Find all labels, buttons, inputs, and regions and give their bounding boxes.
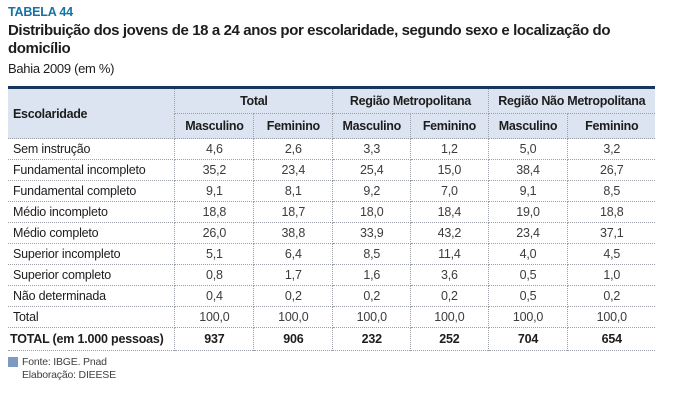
table-cell: 100,0 [175, 307, 254, 328]
data-table [8, 86, 655, 351]
table-cell: 3,6 [411, 265, 488, 286]
table-cell: 7,0 [411, 181, 488, 202]
column-header-masculino-total: Masculino [175, 114, 254, 139]
row-label: Total [8, 307, 175, 328]
group-header-total: Total [175, 88, 333, 114]
table-cell: 5,0 [488, 139, 568, 160]
source-text: Fonte: IBGE. Pnad [22, 356, 107, 368]
column-header-feminino-rnm: Feminino [568, 114, 655, 139]
table-row [8, 202, 655, 223]
row-label: Fundamental completo [8, 181, 175, 202]
table-cell: 9,1 [175, 181, 254, 202]
row-label: Superior completo [8, 265, 175, 286]
table-cell: 25,4 [333, 160, 411, 181]
table-cell: 19,0 [488, 202, 568, 223]
elaboration-text: Elaboração: DIEESE [22, 369, 116, 381]
row-label: Médio incompleto [8, 202, 175, 223]
table-cell: 1,0 [568, 265, 655, 286]
table-cell: 100,0 [254, 307, 333, 328]
table-cell: 23,4 [254, 160, 333, 181]
table-cell: 3,3 [333, 139, 411, 160]
table-number-label: TABELA 44 [8, 5, 73, 19]
page-title: Distribuição dos jovens de 18 a 24 anos por escolaridade, segundo sexo e localização do domicílio [8, 22, 611, 57]
table-cell: 0,2 [411, 286, 488, 307]
page-subtitle: Bahia 2009 (em %) [8, 61, 115, 76]
table-cell: 18,8 [175, 202, 254, 223]
table-row [8, 265, 655, 286]
table-cell: 35,2 [175, 160, 254, 181]
table-cell: 18,4 [411, 202, 488, 223]
table-cell: 100,0 [488, 307, 568, 328]
source-square-icon [8, 357, 18, 367]
table-cell: 5,1 [175, 244, 254, 265]
table-cell: 26,7 [568, 160, 655, 181]
table-cell: 43,2 [411, 223, 488, 244]
table-cell: 0,2 [568, 286, 655, 307]
table-cell: 100,0 [411, 307, 488, 328]
table-cell: 26,0 [175, 223, 254, 244]
table-cell: 8,5 [333, 244, 411, 265]
table-row [8, 244, 655, 265]
table-cell: 9,2 [333, 181, 411, 202]
row-label: Não determinada [8, 286, 175, 307]
table-cell: 37,1 [568, 223, 655, 244]
row-label: Sem instrução [8, 139, 175, 160]
column-header-feminino-total: Feminino [254, 114, 333, 139]
table-cell: 3,2 [568, 139, 655, 160]
table-cell: 18,7 [254, 202, 333, 223]
column-header-masculino-rnm: Masculino [488, 114, 568, 139]
table-cell: 18,0 [333, 202, 411, 223]
table-row [8, 223, 655, 244]
column-header-escolaridade: Escolaridade [8, 88, 175, 139]
table-row-grand-total [8, 328, 655, 351]
table-cell: 906 [254, 328, 333, 351]
table-cell: 0,4 [175, 286, 254, 307]
table-cell: 38,8 [254, 223, 333, 244]
table-row [8, 160, 655, 181]
table-row [8, 181, 655, 202]
table-cell: 0,2 [254, 286, 333, 307]
table-cell: 1,7 [254, 265, 333, 286]
table-cell: 704 [488, 328, 568, 351]
table-cell: 8,1 [254, 181, 333, 202]
table-row [8, 139, 655, 160]
table-cell: 11,4 [411, 244, 488, 265]
table-row [8, 286, 655, 307]
table-cell: 100,0 [568, 307, 655, 328]
table-cell: 654 [601, 332, 622, 346]
table-cell: 38,4 [488, 160, 568, 181]
row-label: Fundamental incompleto [8, 160, 175, 181]
table-cell: 9,1 [488, 181, 568, 202]
column-header-masculino-rm: Masculino [333, 114, 411, 139]
table-cell: 0,8 [175, 265, 254, 286]
table-cell: 937 [175, 328, 254, 351]
table-cell: 232 [333, 328, 411, 351]
group-header-regiao-nao-metropolitana: Região Não Metropolitana [488, 88, 655, 114]
table-cell: 1,6 [333, 265, 411, 286]
row-label: TOTAL (em 1.000 pessoas) [8, 328, 175, 351]
table-cell: 0,5 [488, 265, 568, 286]
table-cell: 6,4 [254, 244, 333, 265]
table-cell: 4,6 [175, 139, 254, 160]
table-cell: 2,6 [254, 139, 333, 160]
table-cell: 23,4 [488, 223, 568, 244]
row-label: Superior incompleto [8, 244, 175, 265]
table-cell: 100,0 [333, 307, 411, 328]
table-cell: 1,2 [411, 139, 488, 160]
table-cell: 18,8 [568, 202, 655, 223]
footnote-text [22, 356, 116, 382]
table-header [8, 88, 655, 139]
table-cell: 4,0 [488, 244, 568, 265]
table-row [8, 307, 655, 328]
column-header-feminino-rm: Feminino [411, 114, 488, 139]
group-header-row [8, 88, 655, 114]
table-cell: 0,5 [488, 286, 568, 307]
table-body [8, 139, 655, 351]
row-label: Médio completo [8, 223, 175, 244]
group-header-regiao-metropolitana: Região Metropolitana [333, 88, 488, 114]
table-cell: 252 [411, 328, 488, 351]
table-footnote [8, 356, 700, 382]
table-cell: 0,2 [333, 286, 411, 307]
table-cell: 33,9 [333, 223, 411, 244]
table-cell: 15,0 [411, 160, 488, 181]
table-cell: 8,5 [568, 181, 655, 202]
table-cell: 4,5 [568, 244, 655, 265]
